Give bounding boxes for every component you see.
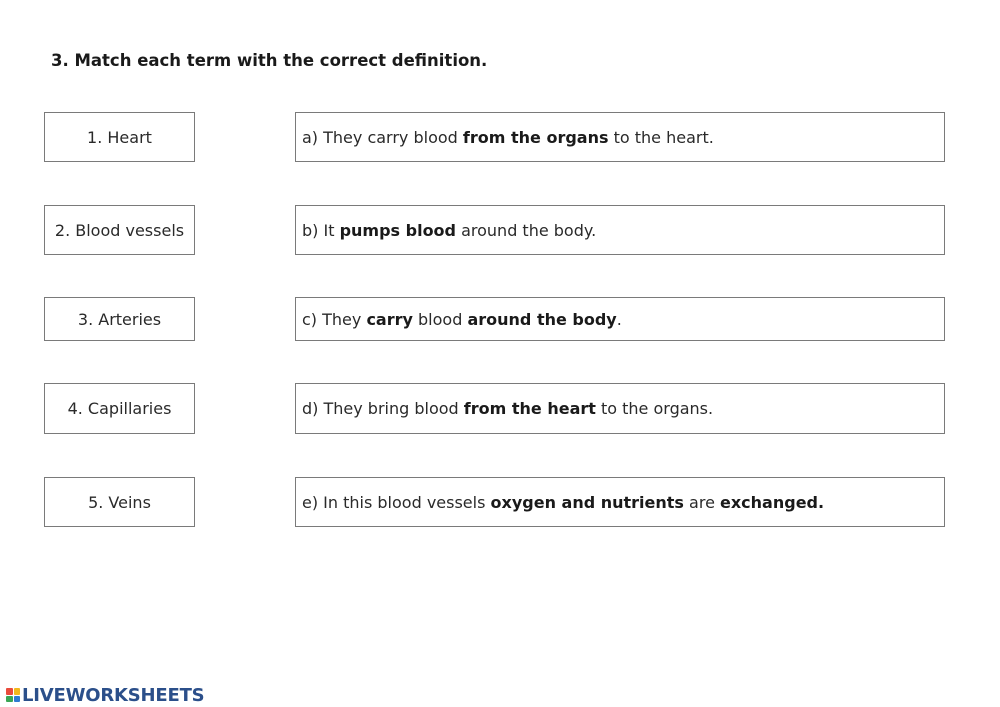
definition-text — [302, 493, 824, 512]
definition-segment-bold: from the organs — [462, 127, 609, 147]
definition-text — [302, 128, 714, 147]
definition-segment-bold: around the body — [467, 309, 617, 329]
definition-segment: a) They carry blood — [302, 127, 463, 147]
term-label: 5. Veins — [88, 492, 151, 512]
definition-box[interactable] — [295, 112, 945, 162]
logo-square-green — [6, 696, 13, 703]
definition-box[interactable] — [295, 297, 945, 341]
definition-segment: d) They bring blood — [302, 399, 464, 418]
definition-text — [302, 221, 596, 240]
term-box[interactable] — [44, 112, 195, 162]
definition-text — [302, 399, 713, 418]
term-label: 1. Heart — [87, 127, 152, 147]
term-box[interactable] — [44, 477, 195, 527]
definition-segment: e) In this blood vessels — [302, 492, 491, 512]
definition-segment: blood — [412, 309, 468, 329]
definition-segment: b) It — [302, 220, 340, 240]
term-box[interactable] — [44, 383, 195, 434]
logo-square-yellow — [14, 688, 21, 695]
term-label: 3. Arteries — [77, 309, 162, 329]
definition-segment: c) They — [302, 309, 367, 329]
logo-square-red — [6, 688, 13, 695]
liveworksheets-logo[interactable] — [6, 685, 204, 705]
term-box[interactable] — [44, 297, 195, 341]
definition-segment: . — [616, 309, 622, 329]
instruction-heading: 3. Match each term with the correct definition. — [51, 51, 488, 70]
definition-segment: around the body. — [456, 220, 597, 240]
definition-box[interactable] — [295, 477, 945, 527]
term-label: 4. Capillaries — [67, 399, 172, 418]
logo-square-blue — [14, 696, 21, 703]
definition-segment-bold: carry — [366, 309, 413, 329]
definition-box[interactable] — [295, 205, 945, 255]
logo-text: LIVEWORKSHEETS — [22, 684, 205, 706]
definition-segment-bold: from the heart — [463, 399, 596, 418]
definition-segment-bold: oxygen and nutrients — [490, 492, 684, 512]
definition-segment: to the organs. — [595, 399, 714, 418]
definition-segment: to the heart. — [608, 127, 714, 147]
term-label: 2. Blood vessels — [54, 220, 185, 240]
definition-segment-bold: exchanged. — [720, 492, 825, 512]
definition-segment: are — [683, 492, 720, 512]
liveworksheets-mark-icon — [6, 688, 20, 702]
term-box[interactable] — [44, 205, 195, 255]
definition-text — [302, 310, 622, 329]
definition-segment-bold: pumps blood — [339, 220, 456, 240]
definition-box[interactable] — [295, 383, 945, 434]
